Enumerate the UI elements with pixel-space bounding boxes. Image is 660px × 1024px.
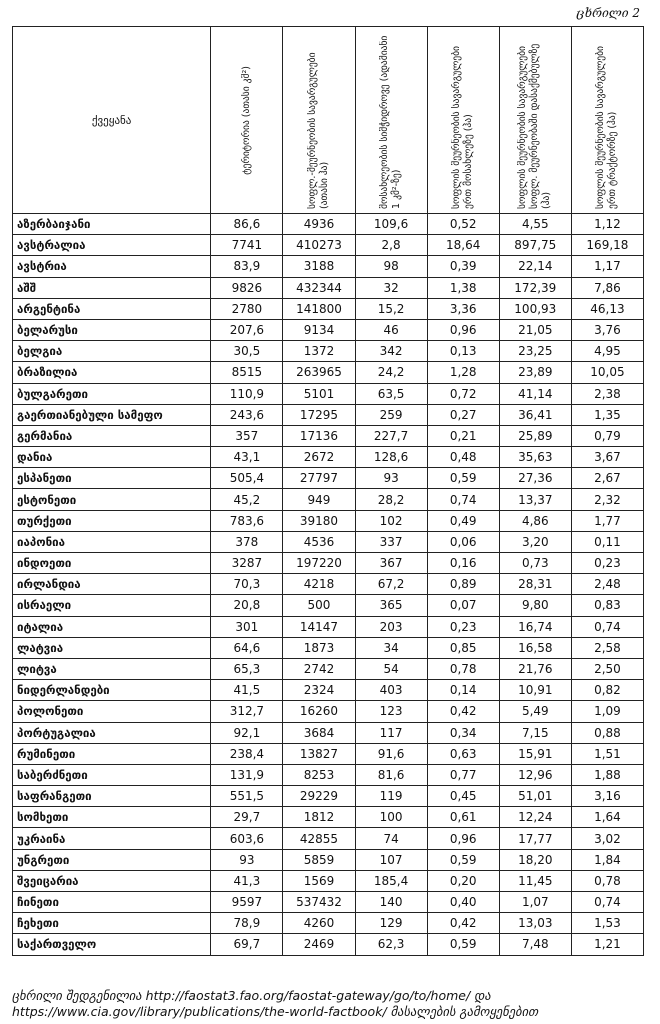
- value-cell: 141800: [283, 298, 355, 319]
- value-cell: 5859: [283, 849, 355, 870]
- country-cell: ინდოეთი: [13, 553, 211, 574]
- value-cell: 0,16: [427, 553, 499, 574]
- value-cell: 203: [355, 616, 427, 637]
- country-cell: ესტონეთი: [13, 489, 211, 510]
- header-territory: ტერიტორია (ათასი კმ²): [211, 27, 283, 214]
- table-row: [13, 489, 644, 510]
- value-cell: 32: [355, 277, 427, 298]
- value-cell: 86,6: [211, 214, 283, 235]
- value-cell: 12,24: [499, 807, 571, 828]
- country-cell: ნიდერლანდები: [13, 680, 211, 701]
- value-cell: 0,39: [427, 256, 499, 277]
- table-row: [13, 341, 644, 362]
- value-cell: 41,5: [211, 680, 283, 701]
- value-cell: 410273: [283, 235, 355, 256]
- table-row: [13, 658, 644, 679]
- value-cell: 5101: [283, 383, 355, 404]
- value-cell: 13,03: [499, 913, 571, 934]
- value-cell: 8253: [283, 764, 355, 785]
- value-cell: 0,42: [427, 701, 499, 722]
- value-cell: 43,1: [211, 447, 283, 468]
- value-cell: 107: [355, 849, 427, 870]
- table-row: [13, 807, 644, 828]
- value-cell: 83,9: [211, 256, 283, 277]
- value-cell: 110,9: [211, 383, 283, 404]
- value-cell: 1,53: [571, 913, 643, 934]
- value-cell: 67,2: [355, 574, 427, 595]
- country-cell: არგენტინა: [13, 298, 211, 319]
- value-cell: 17136: [283, 425, 355, 446]
- value-cell: 500: [283, 595, 355, 616]
- table-row: [13, 425, 644, 446]
- value-cell: 1812: [283, 807, 355, 828]
- country-cell: აშშ: [13, 277, 211, 298]
- value-cell: 0,11: [571, 531, 643, 552]
- table-row: [13, 743, 644, 764]
- value-cell: 0,14: [427, 680, 499, 701]
- value-cell: 0,78: [571, 870, 643, 891]
- value-cell: 2,8: [355, 235, 427, 256]
- value-cell: 1873: [283, 637, 355, 658]
- value-cell: 20,8: [211, 595, 283, 616]
- table-caption: ცხრილი 2: [576, 6, 640, 20]
- table-row: [13, 701, 644, 722]
- value-cell: 24,2: [355, 362, 427, 383]
- value-cell: 301: [211, 616, 283, 637]
- table-row: [13, 214, 644, 235]
- value-cell: 16260: [283, 701, 355, 722]
- table-row: [13, 722, 644, 743]
- value-cell: 78,9: [211, 913, 283, 934]
- value-cell: 9134: [283, 319, 355, 340]
- value-cell: 1,07: [499, 892, 571, 913]
- country-cell: დანია: [13, 447, 211, 468]
- table-row: [13, 870, 644, 891]
- header-agricultural-land: სოფლ.-მეურნეობის სავარგულები (ათასი ჰა): [283, 27, 355, 214]
- value-cell: 7,15: [499, 722, 571, 743]
- value-cell: 16,58: [499, 637, 571, 658]
- table-row: [13, 913, 644, 934]
- country-cell: ავსტრალია: [13, 235, 211, 256]
- value-cell: 0,27: [427, 404, 499, 425]
- table-row: [13, 468, 644, 489]
- value-cell: 1,28: [427, 362, 499, 383]
- table-row: [13, 383, 644, 404]
- value-cell: 0,83: [571, 595, 643, 616]
- country-cell: ბელგია: [13, 341, 211, 362]
- value-cell: 0,61: [427, 807, 499, 828]
- table-row: [13, 595, 644, 616]
- table-row: [13, 277, 644, 298]
- country-cell: ლატვია: [13, 637, 211, 658]
- value-cell: 537432: [283, 892, 355, 913]
- value-cell: 41,14: [499, 383, 571, 404]
- country-cell: იაპონია: [13, 531, 211, 552]
- value-cell: 42855: [283, 828, 355, 849]
- value-cell: 63,5: [355, 383, 427, 404]
- country-cell: რუმინეთი: [13, 743, 211, 764]
- value-cell: 0,63: [427, 743, 499, 764]
- table-header-row: [13, 27, 644, 214]
- value-cell: 0,48: [427, 447, 499, 468]
- value-cell: 2,48: [571, 574, 643, 595]
- country-cell: აზერბაიჯანი: [13, 214, 211, 235]
- value-cell: 7741: [211, 235, 283, 256]
- country-cell: გაერთიანებული სამეფო: [13, 404, 211, 425]
- value-cell: 45,2: [211, 489, 283, 510]
- value-cell: 1,64: [571, 807, 643, 828]
- value-cell: 0,79: [571, 425, 643, 446]
- value-cell: 207,6: [211, 319, 283, 340]
- value-cell: 129: [355, 913, 427, 934]
- country-cell: საბერძნეთი: [13, 764, 211, 785]
- value-cell: 23,89: [499, 362, 571, 383]
- country-cell: გერმანია: [13, 425, 211, 446]
- value-cell: 0,85: [427, 637, 499, 658]
- value-cell: 51,01: [499, 786, 571, 807]
- value-cell: 227,7: [355, 425, 427, 446]
- value-cell: 30,5: [211, 341, 283, 362]
- value-cell: 4936: [283, 214, 355, 235]
- value-cell: 1,12: [571, 214, 643, 235]
- value-cell: 131,9: [211, 764, 283, 785]
- value-cell: 0,74: [571, 616, 643, 637]
- value-cell: 70,3: [211, 574, 283, 595]
- value-cell: 172,39: [499, 277, 571, 298]
- value-cell: 4218: [283, 574, 355, 595]
- value-cell: 505,4: [211, 468, 283, 489]
- table-row: [13, 404, 644, 425]
- value-cell: 3,16: [571, 786, 643, 807]
- source-note: ცხრილი შედგენილია http://faostat3.fao.org/faostat-gateway/go/to/home/ და https://www.cia.gov/library/publications/the-world-factbook/ მასალების გამოყენებით: [12, 988, 539, 1019]
- value-cell: 46,13: [571, 298, 643, 319]
- value-cell: 98: [355, 256, 427, 277]
- value-cell: 10,05: [571, 362, 643, 383]
- value-cell: 5,49: [499, 701, 571, 722]
- value-cell: 0,96: [427, 828, 499, 849]
- value-cell: 263965: [283, 362, 355, 383]
- value-cell: 0,42: [427, 913, 499, 934]
- country-cell: ავსტრია: [13, 256, 211, 277]
- value-cell: 337: [355, 531, 427, 552]
- value-cell: 29,7: [211, 807, 283, 828]
- value-cell: 18,64: [427, 235, 499, 256]
- value-cell: 1569: [283, 870, 355, 891]
- value-cell: 9597: [211, 892, 283, 913]
- value-cell: 2469: [283, 934, 355, 955]
- table-row: [13, 510, 644, 531]
- table-row: [13, 235, 644, 256]
- value-cell: 4260: [283, 913, 355, 934]
- country-cell: საქართველო: [13, 934, 211, 955]
- value-cell: 243,6: [211, 404, 283, 425]
- value-cell: 28,2: [355, 489, 427, 510]
- table-row: [13, 447, 644, 468]
- country-cell: პოლონეთი: [13, 701, 211, 722]
- value-cell: 15,91: [499, 743, 571, 764]
- value-cell: 17,77: [499, 828, 571, 849]
- value-cell: 2324: [283, 680, 355, 701]
- value-cell: 21,05: [499, 319, 571, 340]
- header-land-per-worker: სოფლის მეურნეობის სავარგულები სოფლ. მეურნეობაში დასაქმებულზე (ჰა): [499, 27, 571, 214]
- value-cell: 2672: [283, 447, 355, 468]
- value-cell: 1,09: [571, 701, 643, 722]
- table-row: [13, 531, 644, 552]
- country-cell: უნგრეთი: [13, 849, 211, 870]
- value-cell: 64,6: [211, 637, 283, 658]
- table-row: [13, 574, 644, 595]
- country-cell: ესპანეთი: [13, 468, 211, 489]
- value-cell: 34: [355, 637, 427, 658]
- value-cell: 36,41: [499, 404, 571, 425]
- value-cell: 0,74: [427, 489, 499, 510]
- value-cell: 0,88: [571, 722, 643, 743]
- table-row: [13, 849, 644, 870]
- value-cell: 1,38: [427, 277, 499, 298]
- country-cell: თურქეთი: [13, 510, 211, 531]
- country-cell: უკრაინა: [13, 828, 211, 849]
- value-cell: 357: [211, 425, 283, 446]
- value-cell: 27797: [283, 468, 355, 489]
- table-row: [13, 256, 644, 277]
- table-row: [13, 362, 644, 383]
- value-cell: 0,77: [427, 764, 499, 785]
- value-cell: 12,96: [499, 764, 571, 785]
- value-cell: 18,20: [499, 849, 571, 870]
- header-land-per-tractor: სოფლის მეურნეობის სავარგულები ერთ ტრაქტორზე (ჰა): [571, 27, 643, 214]
- value-cell: 62,3: [355, 934, 427, 955]
- value-cell: 1372: [283, 341, 355, 362]
- value-cell: 23,25: [499, 341, 571, 362]
- value-cell: 1,88: [571, 764, 643, 785]
- value-cell: 0,59: [427, 468, 499, 489]
- value-cell: 0,40: [427, 892, 499, 913]
- table-row: [13, 680, 644, 701]
- table-row: [13, 934, 644, 955]
- value-cell: 123: [355, 701, 427, 722]
- value-cell: 0,59: [427, 934, 499, 955]
- value-cell: 2,38: [571, 383, 643, 404]
- country-cell: სომხეთი: [13, 807, 211, 828]
- value-cell: 3684: [283, 722, 355, 743]
- country-cell: იტალია: [13, 616, 211, 637]
- value-cell: 13,37: [499, 489, 571, 510]
- value-cell: 367: [355, 553, 427, 574]
- country-cell: ბელარუსი: [13, 319, 211, 340]
- value-cell: 4,95: [571, 341, 643, 362]
- value-cell: 25,89: [499, 425, 571, 446]
- table-row: [13, 892, 644, 913]
- value-cell: 0,23: [427, 616, 499, 637]
- value-cell: 16,74: [499, 616, 571, 637]
- value-cell: 91,6: [355, 743, 427, 764]
- value-cell: 185,4: [355, 870, 427, 891]
- value-cell: 3188: [283, 256, 355, 277]
- country-cell: პორტუგალია: [13, 722, 211, 743]
- country-cell: ჩინეთი: [13, 892, 211, 913]
- value-cell: 238,4: [211, 743, 283, 764]
- value-cell: 0,73: [499, 553, 571, 574]
- country-cell: შვეიცარია: [13, 870, 211, 891]
- value-cell: 551,5: [211, 786, 283, 807]
- value-cell: 783,6: [211, 510, 283, 531]
- value-cell: 10,91: [499, 680, 571, 701]
- value-cell: 74: [355, 828, 427, 849]
- value-cell: 897,75: [499, 235, 571, 256]
- value-cell: 14147: [283, 616, 355, 637]
- value-cell: 102: [355, 510, 427, 531]
- value-cell: 9826: [211, 277, 283, 298]
- table-row: [13, 616, 644, 637]
- value-cell: 3,02: [571, 828, 643, 849]
- value-cell: 0,34: [427, 722, 499, 743]
- value-cell: 1,21: [571, 934, 643, 955]
- value-cell: 15,2: [355, 298, 427, 319]
- value-cell: 29229: [283, 786, 355, 807]
- table-row: [13, 828, 644, 849]
- value-cell: 0,07: [427, 595, 499, 616]
- header-country: ქვეყანა: [13, 27, 211, 214]
- value-cell: 17295: [283, 404, 355, 425]
- value-cell: 342: [355, 341, 427, 362]
- value-cell: 0,52: [427, 214, 499, 235]
- value-cell: 3,76: [571, 319, 643, 340]
- value-cell: 0,13: [427, 341, 499, 362]
- value-cell: 949: [283, 489, 355, 510]
- value-cell: 2,67: [571, 468, 643, 489]
- value-cell: 2,50: [571, 658, 643, 679]
- value-cell: 3,20: [499, 531, 571, 552]
- value-cell: 4,86: [499, 510, 571, 531]
- value-cell: 109,6: [355, 214, 427, 235]
- value-cell: 0,23: [571, 553, 643, 574]
- value-cell: 259: [355, 404, 427, 425]
- value-cell: 93: [355, 468, 427, 489]
- header-land-per-capita: სოფლის მეურნეობის სავარგულები ერთ მოსახლეზე (ჰა): [427, 27, 499, 214]
- table-row: [13, 553, 644, 574]
- value-cell: 2742: [283, 658, 355, 679]
- value-cell: 117: [355, 722, 427, 743]
- value-cell: 21,76: [499, 658, 571, 679]
- value-cell: 13827: [283, 743, 355, 764]
- value-cell: 0,72: [427, 383, 499, 404]
- value-cell: 312,7: [211, 701, 283, 722]
- value-cell: 1,84: [571, 849, 643, 870]
- value-cell: 0,45: [427, 786, 499, 807]
- value-cell: 1,35: [571, 404, 643, 425]
- value-cell: 54: [355, 658, 427, 679]
- value-cell: 0,59: [427, 849, 499, 870]
- value-cell: 9,80: [499, 595, 571, 616]
- value-cell: 0,89: [427, 574, 499, 595]
- value-cell: 35,63: [499, 447, 571, 468]
- value-cell: 0,74: [571, 892, 643, 913]
- value-cell: 0,06: [427, 531, 499, 552]
- value-cell: 2780: [211, 298, 283, 319]
- value-cell: 22,14: [499, 256, 571, 277]
- value-cell: 65,3: [211, 658, 283, 679]
- data-table: [12, 26, 644, 956]
- value-cell: 128,6: [355, 447, 427, 468]
- country-cell: ბრაზილია: [13, 362, 211, 383]
- value-cell: 28,31: [499, 574, 571, 595]
- country-cell: ბულგარეთი: [13, 383, 211, 404]
- value-cell: 100,93: [499, 298, 571, 319]
- country-cell: საფრანგეთი: [13, 786, 211, 807]
- value-cell: 46: [355, 319, 427, 340]
- value-cell: 11,45: [499, 870, 571, 891]
- country-cell: ჩეხეთი: [13, 913, 211, 934]
- value-cell: 1,51: [571, 743, 643, 764]
- value-cell: 403: [355, 680, 427, 701]
- value-cell: 140: [355, 892, 427, 913]
- value-cell: 0,20: [427, 870, 499, 891]
- value-cell: 7,48: [499, 934, 571, 955]
- value-cell: 8515: [211, 362, 283, 383]
- value-cell: 2,58: [571, 637, 643, 658]
- value-cell: 365: [355, 595, 427, 616]
- value-cell: 4536: [283, 531, 355, 552]
- value-cell: 4,55: [499, 214, 571, 235]
- value-cell: 81,6: [355, 764, 427, 785]
- value-cell: 2,32: [571, 489, 643, 510]
- value-cell: 39180: [283, 510, 355, 531]
- header-population-density: მოსახლეობის სიმჭიდროვე (ადამიანი 1 კმ²-ზე): [355, 27, 427, 214]
- value-cell: 119: [355, 786, 427, 807]
- value-cell: 197220: [283, 553, 355, 574]
- value-cell: 41,3: [211, 870, 283, 891]
- value-cell: 0,49: [427, 510, 499, 531]
- value-cell: 0,78: [427, 658, 499, 679]
- value-cell: 0,96: [427, 319, 499, 340]
- value-cell: 93: [211, 849, 283, 870]
- value-cell: 92,1: [211, 722, 283, 743]
- table-row: [13, 319, 644, 340]
- value-cell: 7,86: [571, 277, 643, 298]
- value-cell: 0,21: [427, 425, 499, 446]
- table-row: [13, 786, 644, 807]
- value-cell: 3,67: [571, 447, 643, 468]
- value-cell: 603,6: [211, 828, 283, 849]
- value-cell: 169,18: [571, 235, 643, 256]
- value-cell: 27,36: [499, 468, 571, 489]
- table-row: [13, 637, 644, 658]
- value-cell: 3,36: [427, 298, 499, 319]
- country-cell: ირლანდია: [13, 574, 211, 595]
- table-row: [13, 298, 644, 319]
- value-cell: 432344: [283, 277, 355, 298]
- value-cell: 1,17: [571, 256, 643, 277]
- country-cell: ლიტვა: [13, 658, 211, 679]
- country-cell: ისრაელი: [13, 595, 211, 616]
- value-cell: 69,7: [211, 934, 283, 955]
- value-cell: 0,82: [571, 680, 643, 701]
- value-cell: 100: [355, 807, 427, 828]
- value-cell: 3287: [211, 553, 283, 574]
- value-cell: 1,77: [571, 510, 643, 531]
- value-cell: 378: [211, 531, 283, 552]
- table-row: [13, 764, 644, 785]
